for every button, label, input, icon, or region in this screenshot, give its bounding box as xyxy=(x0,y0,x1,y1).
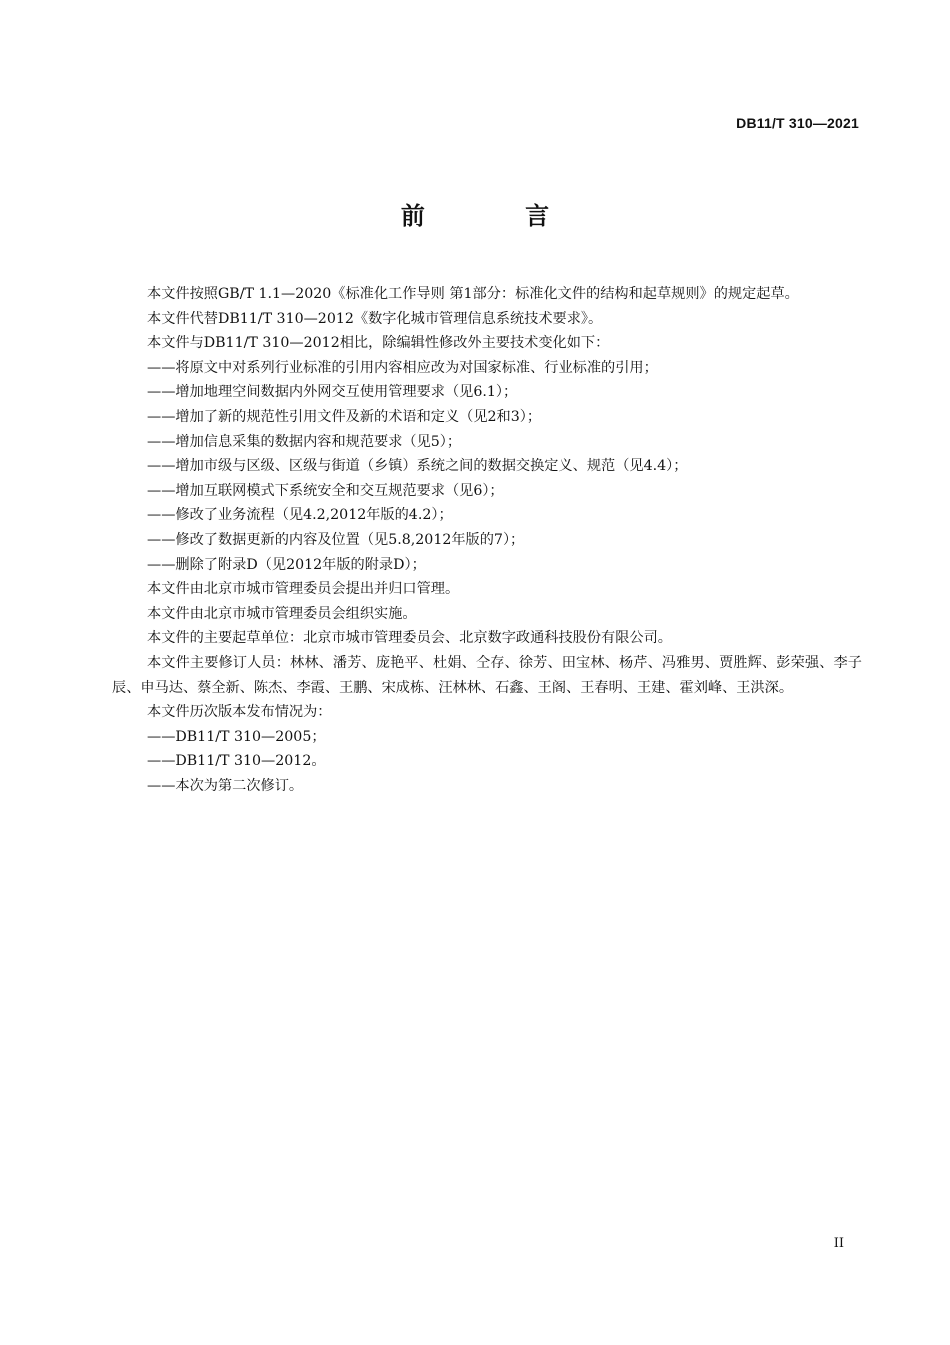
page-title: 前 言 xyxy=(400,202,596,230)
list-item: ——增加信息采集的数据内容和规范要求（见5）； xyxy=(147,433,462,450)
paragraph-drafting-basis: 本文件按照GB/T 1.1—2020《标准化工作导则 第1部分：标准化文件的结构和起草规则》的规定起草。 xyxy=(147,286,799,302)
list-item: ——增加地理空间数据内外网交互使用管理要求（见6.1）； xyxy=(147,384,518,401)
list-item: ——删除了附录D（见2012年版的附录D）； xyxy=(147,556,426,573)
list-item: ——修改了业务流程（见4.2,2012年版的4.2）； xyxy=(147,507,453,524)
list-item: ——增加市级与区级、区级与街道（乡镇）系统之间的数据交换定义、规范（见4.4）； xyxy=(147,458,688,475)
list-item: ——DB11/T 310—2012。 xyxy=(147,753,326,770)
paragraph-implementer: 本文件由北京市城市管理委员会组织实施。 xyxy=(147,605,417,622)
list-item: ——增加了新的规范性引用文件及新的术语和定义（见2和3）； xyxy=(147,408,542,425)
list-item: ——增加互联网模式下系统安全和交互规范要求（见6）； xyxy=(147,482,504,499)
foreword-body xyxy=(112,282,862,798)
list-item: ——将原文中对系列行业标准的引用内容相应改为对国家标准、行业标准的引用； xyxy=(147,359,658,376)
paragraph-replaces: 本文件代替DB11/T 310—2012《数字化城市管理信息系统技术要求》。 xyxy=(147,310,603,327)
list-item: ——修改了数据更新的内容及位置（见5.8,2012年版的7）； xyxy=(147,531,525,548)
paragraph-proposer: 本文件由北京市城市管理委员会提出并归口管理。 xyxy=(147,581,460,598)
paragraph-history-intro: 本文件历次版本发布情况为： xyxy=(147,704,332,721)
page-number: II xyxy=(833,1236,844,1251)
standard-code: DB11/T 310—2021 xyxy=(736,115,859,131)
list-item: ——本次为第二次修订。 xyxy=(147,777,304,794)
list-item: ——DB11/T 310—2005； xyxy=(147,728,326,745)
paragraph-changes-intro: 本文件与DB11/T 310—2012相比，除编辑性修改外主要技术变化如下： xyxy=(147,335,610,352)
paragraph-drafting-units: 本文件的主要起草单位：北京市城市管理委员会、北京数字政通科技股份有限公司。 xyxy=(147,630,672,647)
paragraph-revisers: 本文件主要修订人员：林林、潘芳、庞艳平、杜娟、仝存、徐芳、田宝林、杨芹、冯雅男、贾胜辉、彭荣强、李子辰、申马达、蔡全新、陈杰、李霞、王鹏、宋成栋、汪林林、石鑫、王阁、王春明、王建、霍刘峰、王洪深。 xyxy=(112,654,862,696)
